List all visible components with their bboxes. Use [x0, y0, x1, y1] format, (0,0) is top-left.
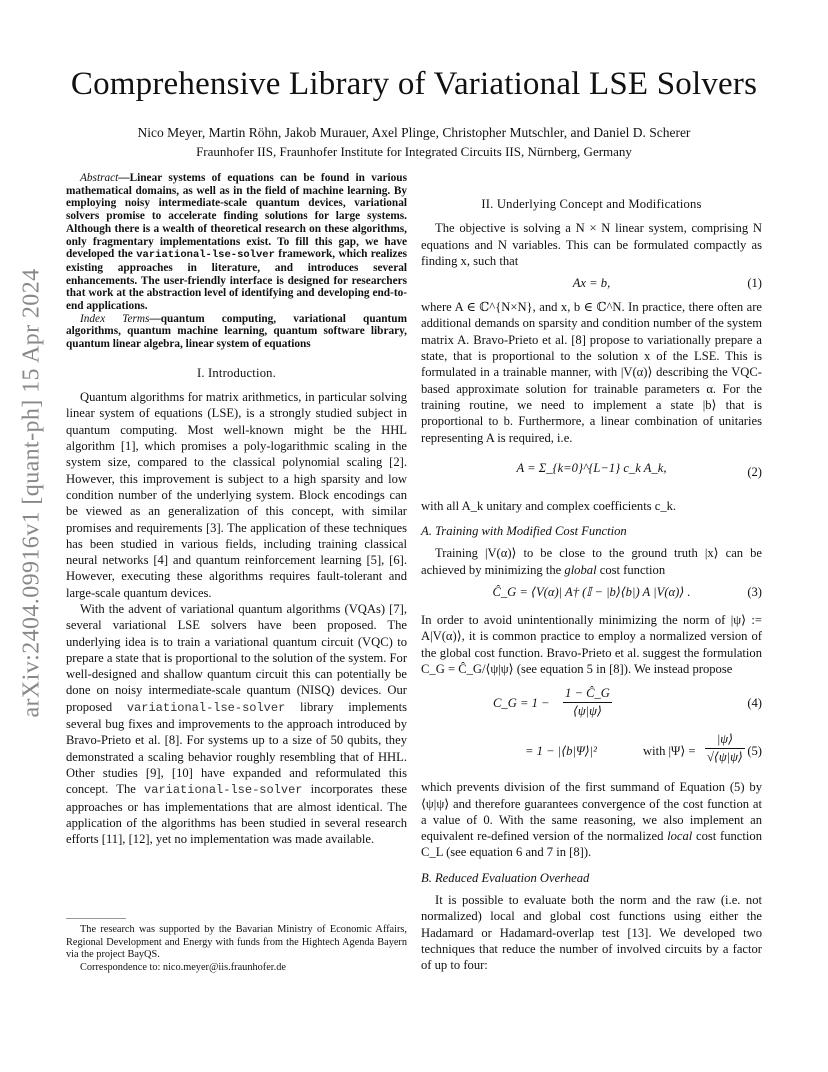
section-heading-intro: I. Introduction. — [196, 365, 277, 380]
sec2-paragraph-2: where A ∈ ℂ^{N×N}, and x, b ∈ ℂ^N. In practice, there often are additional demands on sparsity and condition number of the system matrix A. Bravo-Prieto et al. [8] propose to variationally prepare a state, that is proportional to the solution x of the LSE. This is formulated in a trainable manner, with |V(α)⟩ describing the VQC-based approximate solution for trainable parameters α. For the training routine, we need to implement a state |b⟩ that is proportional to b. Furthermore, a linear combination of unitaries representing A is required, i.e. — [421, 300, 762, 445]
equation-5 — [421, 731, 762, 775]
equation-2-body: A = Σ_{k=0}^{L−1} c_k A_k, — [516, 460, 667, 475]
equation-2 — [421, 450, 762, 494]
subsection-a-heading: A. Training with Modified Cost Function — [421, 524, 627, 539]
equation-5-with: with |Ψ⟩ = — [643, 744, 696, 759]
sec2-paragraph-3: with all A_k unitary and complex coefficients c_k. — [421, 498, 677, 513]
right-column — [421, 172, 762, 974]
equation-4 — [421, 685, 762, 727]
footnote-rule — [66, 918, 126, 919]
sec2-paragraph-1: The objective is solving a N × N linear system, comprising N equations and N variables. This can be formulated compactly as finding x, such that — [421, 221, 762, 268]
abstract-label: Abstract — [80, 172, 119, 184]
library-name: variational-lse-solver — [136, 249, 275, 262]
equation-4-lhs: C_G = 1 − — [493, 696, 550, 711]
paper-title: Comprehensive Library of Variational LSE Solvers — [70, 66, 758, 102]
sec2-paragraph-5: In order to avoid unintentionally minimizing the norm of |ψ⟩ := A|V(α)⟩, it is common practice to employ a normalized version of the global cost function. Bravo-Prieto et al. suggest the formulation C_G = Ĉ_G/⟨ψ|ψ⟩ (see equation 5 in [8]). We instead propose — [421, 613, 762, 676]
equation-3 — [421, 582, 762, 608]
section-heading-2: II. Underlying Concept and Modifications — [481, 197, 702, 211]
library-name-inline-2: variational-lse-solver — [144, 783, 303, 798]
equation-3-number: (3) — [747, 585, 762, 600]
abstract-text-continued: framework, which realizes existing approaches in literature, and introduces several enhancements. The user-friendly interface is designed for researchers that work at the abstraction level of identifying and developing end-to-end applications. — [66, 248, 407, 313]
sec2-paragraph-7: It is possible to evaluate both the norm and the raw (i.e. not normalized) local and global cost functions using either the Hadamard or Hadamard-overlap test [13]. We developed two techniques that reduce the number of involved circuits by a factor of up to four: — [421, 893, 762, 973]
equation-5-fraction: $\frac{|\psi⟩}{√⟨\psi|\psi⟩}$ — [707, 732, 743, 764]
intro-paragraph-2: With the advent of variational quantum algorithms (VQAs) [7], several variational LSE solvers have been proposed. The underlying idea is to train a variational quantum circuit (VQC) to prepare a state that is proportional to the solution of the system. For well-designed and shallow quantum circuit this can potentially be done on noisy intermediate-scale quantum (NISQ) devices. Our proposed variational-lse-solver library implements several bug fixes and improvements to the approach introduced by Bravo-Prieto et al. [8]. For systems up to a size of 50 qubits, they demonstrated a scaling behavior roughly resembling that of HHL. Other studies [9], [10] have expanded and reformulated this concept. The variational-lse-solver incorporates these approaches or has implementations that are almost identical. The application of the algorithms has been studied in several research efforts [11], [12], yet no implementation was made available. — [66, 602, 408, 847]
library-name-inline: variational-lse-solver — [126, 700, 286, 715]
left-column — [66, 172, 407, 847]
arxiv-id: arXiv:2404.09916v1 [quant-ph] 15 Apr 2024 — [18, 268, 45, 718]
arxiv-stamp — [12, 268, 52, 718]
index-terms-text: —quantum computing, variational quantum algorithms, quantum machine learning, quantum software library, quantum linear algebra, linear system of equations — [66, 312, 407, 351]
equation-1-body: Ax = b, — [572, 276, 611, 291]
equation-1 — [421, 273, 762, 295]
equation-2-number: (2) — [747, 464, 762, 479]
intro-paragraph-1: Quantum algorithms for matrix arithmetics, in particular solving linear system of equations (LSE), is a strongly studied subject in quantum computing. Most well-known might be the HHL algorithm [1], which promises a poly-logarithmic scaling in the system size, compared to the classical polynomial scaling [2]. However, this improvement is subject to a high sparsity and low condition number of the underlying system. Block encodings can be viewed as an generalization of this concept, with similar promises and requirements [3]. The application of these techniques has been studied in various fields, including training classical neural networks [4] and quantum reinforcement learning [5], [6]. However, executing these algorithms requires fault-tolerant and large-scale quantum devices. — [66, 390, 407, 600]
footnote-funding: The research was supported by the Bavarian Ministry of Economic Affairs, Regional Development and Energy with funds from the Hightech Agenda Bayern via the project BayQS. — [66, 924, 407, 961]
index-terms-label: Index Terms — [80, 312, 150, 325]
footnote — [66, 924, 407, 974]
sec2-paragraph-4: Training |V(α)⟩ to be close to the ground truth |x⟩ can be achieved by minimizing the global cost function — [421, 546, 762, 577]
abstract-text: —Linear systems of equations can be found in various mathematical domains, as well as in the field of machine learning. By employing noisy intermediate-scale quantum devices, variational solvers promise to accelerate finding solutions for large systems. Although there is a wealth of theoretical research on these algorithms, only fragmentary implementations exist. To fill this gap, we have developed the — [66, 172, 407, 261]
footnote-correspondence: Correspondence to: nico.meyer@iis.fraunhofer.de — [80, 961, 286, 973]
equation-5-number: (5) — [747, 744, 762, 759]
abstract — [66, 172, 407, 313]
equation-4-number: (4) — [747, 696, 762, 711]
equation-4-fraction: $\frac{1 - Ĉ\_G}{⟨\psi|\psi⟩}$ — [565, 686, 610, 718]
equation-1-number: (1) — [747, 276, 762, 291]
sec2-paragraph-6: which prevents division of the first summand of Equation (5) by ⟨ψ|ψ⟩ and therefore guarantees convergence of the cost function at a value of 0. With the same reasoning, we also implement an equivalent re-defined version of the normalized local cost function C_L (see equation 6 and 7 in [8]). — [421, 780, 762, 860]
author-list: Nico Meyer, Martin Röhn, Jakob Murauer, Axel Plinge, Christopher Mutschler, and Daniel D. Scherer — [137, 125, 691, 140]
subsection-b-heading: B. Reduced Evaluation Overhead — [421, 870, 590, 885]
index-terms — [66, 313, 407, 351]
equation-3-body: Ĉ_G = ⟨V(α)| A† (𝕀 − |b⟩⟨b|) A |V(α)⟩ . — [492, 585, 691, 600]
affiliation: Fraunhofer IIS, Fraunhofer Institute for Integrated Circuits IIS, Nürnberg, Germany — [196, 144, 632, 159]
equation-5-lhs: = 1 − |⟨b|Ψ⟩|² — [525, 744, 597, 759]
